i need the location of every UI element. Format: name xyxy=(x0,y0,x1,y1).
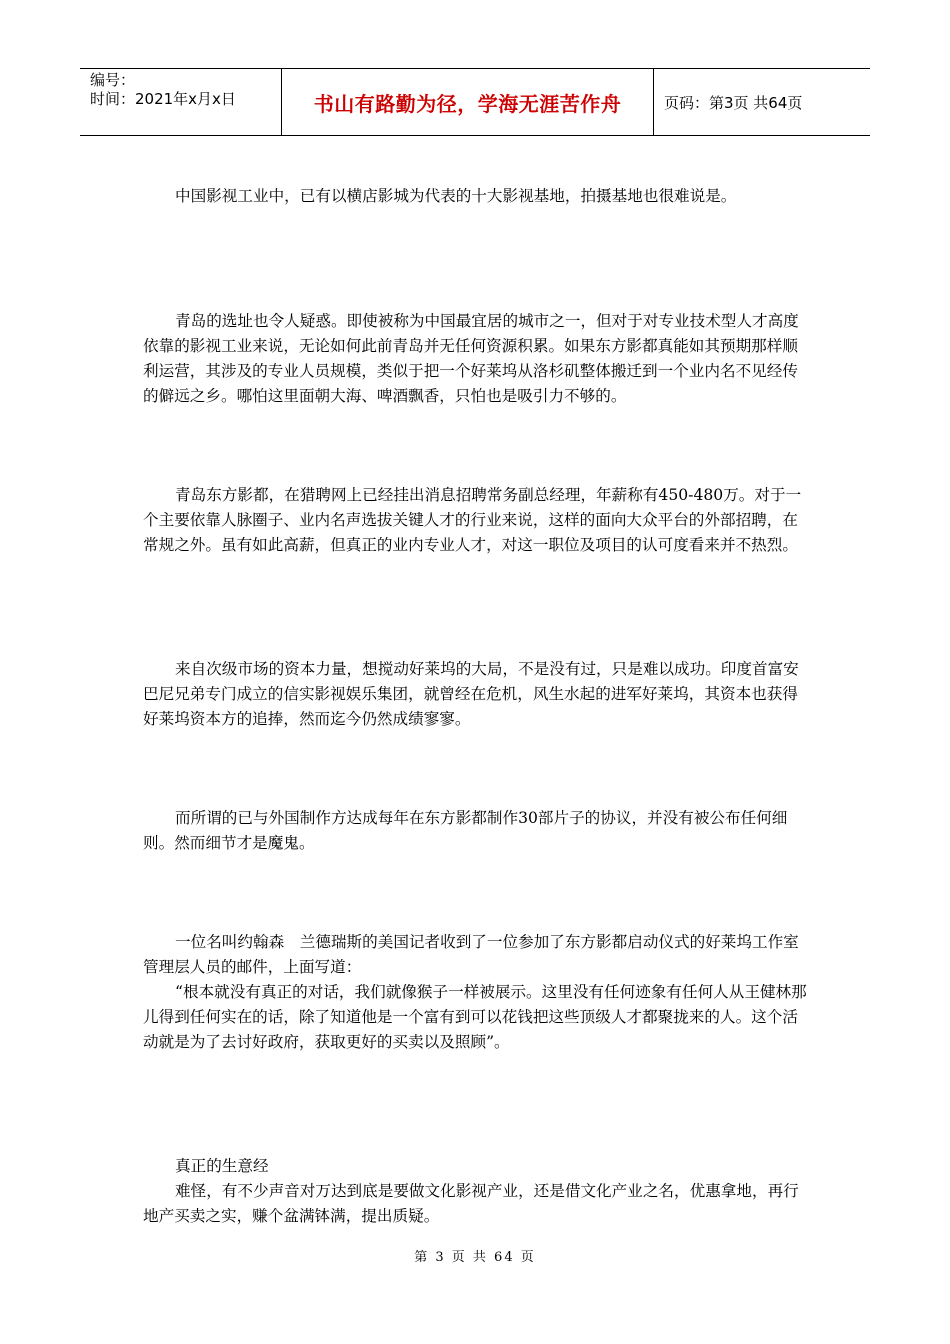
paragraph: 来自次级市场的资本力量，想搅动好莱坞的大局，不是没有过，只是难以成功。印度首富安巴尼兄弟专门成立的信实影视娱乐集团，就曾经在危机，风生水起的进军好莱坞，其资本也获得好莱坞资本方的追捧，然而迄今仍然成绩寥寥。 xyxy=(143,660,799,728)
paragraph: 青岛东方影都，在猎聘网上已经挂出消息招聘常务副总经理，年薪称有450-480万。对于一个主要依靠人脉圈子、业内名声选拔关键人才的行业来说，这样的面向大众平台的外部招聘，在常规之外。虽有如此高薪，但真正的业内专业人才，对这一职位及项目的认可度看来并不热烈。 xyxy=(143,486,802,554)
paragraph: 而所谓的已与外国制作方达成每年在东方影都制作30部片子的协议，并没有被公布任何细则。然而细节才是魔鬼。 xyxy=(143,809,788,852)
header-meta xyxy=(80,69,282,135)
header-motto-cell xyxy=(282,69,654,135)
code-label: 编号： xyxy=(90,71,136,89)
quote-paragraph: “根本就没有真正的对话，我们就像猴子一样被展示。这里没有任何迹象有任何人从王健林那儿得到任何实在的话，除了知道他是一个富有到可以花钱把这些顶级人才都聚拢来的人。这个活动就是为了去讨好政府，获取更好的买卖以及照顾”。 xyxy=(143,983,807,1051)
page-footer: 第 3 页 共 64 页 xyxy=(414,1250,536,1265)
page-header xyxy=(80,68,870,136)
motto: 书山有路勤为径，学海无涯苦作舟 xyxy=(313,91,622,116)
date-line: 时间：2021年x月x日 xyxy=(90,90,236,108)
section-heading: 真正的生意经 xyxy=(175,1157,269,1175)
paragraph: 中国影视工业中，已有以横店影城为代表的十大影视基地，拍摄基地也很难说是。 xyxy=(175,187,737,205)
paragraph: 一位名叫约翰森 兰德瑞斯的美国记者收到了一位参加了东方影都启动仪式的好莱坞工作室管理层人员的邮件，上面写道： xyxy=(143,933,799,976)
paragraph: 青岛的选址也令人疑惑。即使被称为中国最宜居的城市之一，但对于对专业技术型人才高度依靠的影视工业来说，无论如何此前青岛并无任何资源积累。如果东方影都真能如其预期那样顺利运营，其涉及的专业人员规模，类似于把一个好莱坞从洛杉矶整体搬迁到一个业内名不见经传的僻远之乡。哪怕这里面朝大海、啤酒飘香，只怕也是吸引力不够的。 xyxy=(143,312,799,405)
paragraph: 难怪，有不少声音对万达到底是要做文化影视产业，还是借文化产业之名，优惠拿地，再行地产买卖之实，赚个盆满钵满，提出质疑。 xyxy=(143,1182,799,1225)
page-info: 页码：第3页 共64页 xyxy=(664,93,803,112)
header-page-cell xyxy=(654,69,870,135)
